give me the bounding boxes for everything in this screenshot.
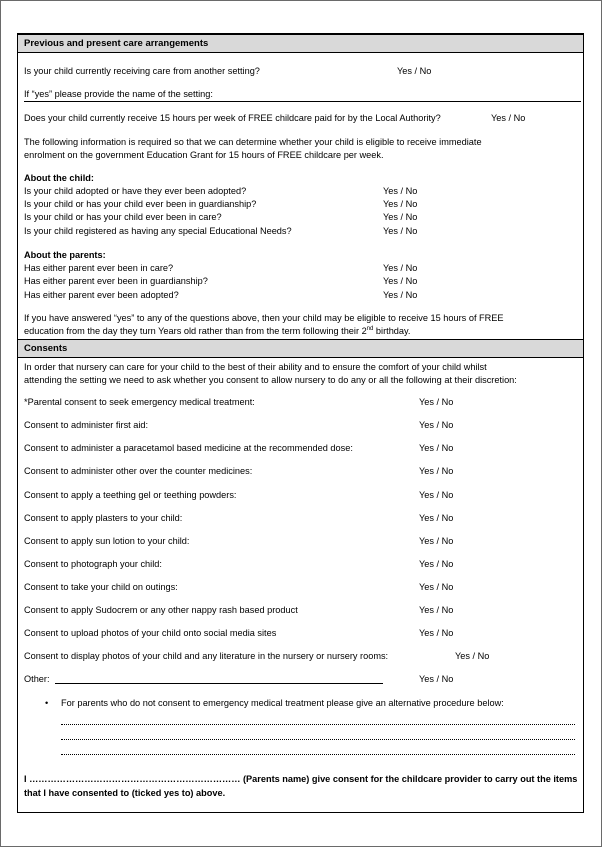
q-other-setting: Is your child currently receiving care from another setting?	[24, 66, 260, 76]
eligibility-note-1: If you have answered “yes” to any of the questions above, then your child may be eligible to receive 15 hours of FREE	[24, 313, 504, 323]
q-other-setting-answer[interactable]: Yes / No	[397, 66, 432, 76]
consent-answer[interactable]: Yes / No	[419, 397, 454, 407]
eligibility-note-2-end: birthday.	[373, 326, 411, 336]
about-child-answer[interactable]: Yes / No	[383, 226, 418, 236]
consent-item: Consent to administer a paracetamol based medicine at the recommended dose:	[24, 443, 353, 453]
consent-answer[interactable]: Yes / No	[419, 513, 454, 523]
eligibility-note-2-text: education from the day they turn Years old rather than from the term following their 2	[24, 326, 367, 336]
previous-care-header	[18, 34, 583, 53]
consent-item: Consent to photograph your child:	[24, 559, 162, 569]
consent-item: Consent to apply Sudocrem or any other nappy rash based product	[24, 605, 298, 615]
other-field[interactable]	[55, 683, 383, 684]
q-free-hours-answer[interactable]: Yes / No	[491, 113, 526, 123]
q-setting-name: If “yes” please provide the name of the setting:	[24, 89, 213, 99]
ordinal-suffix: nd	[366, 325, 374, 332]
alt-procedure-line[interactable]	[61, 754, 575, 755]
consent-answer[interactable]: Yes / No	[419, 628, 454, 638]
about-child-answer[interactable]: Yes / No	[383, 212, 418, 222]
consent-answer[interactable]: Yes / No	[419, 443, 454, 453]
consent-item: Consent to administer first aid:	[24, 420, 149, 430]
consent-answer[interactable]: Yes / No	[419, 420, 454, 430]
about-parents-answer[interactable]: Yes / No	[383, 263, 418, 273]
bullet-icon: •	[45, 698, 49, 708]
previous-care-title: Previous and present care arrangements	[24, 38, 209, 49]
about-child-question: Is your child adopted or have they ever been adopted?	[24, 186, 247, 196]
consent-answer[interactable]: Yes / No	[419, 536, 454, 546]
consent-answer[interactable]: Yes / No	[419, 582, 454, 592]
consent-item: *Parental consent to seek emergency medical treatment:	[24, 397, 255, 407]
about-parents-question: Has either parent ever been adopted?	[24, 290, 179, 300]
consent-answer[interactable]: Yes / No	[419, 559, 454, 569]
other-label: Other:	[24, 674, 50, 684]
consent-display-item: Consent to display photos of your child and any literature in the nursery or nursery rooms:	[24, 651, 389, 661]
consent-item: Consent to administer other over the counter medicines:	[24, 466, 253, 476]
q-free-hours: Does your child currently receive 15 hours per week of FREE childcare paid for by the Local Authority?	[24, 113, 441, 123]
consents-header	[18, 339, 583, 358]
consents-title: Consents	[24, 343, 68, 354]
alt-procedure-label: For parents who do not consent to emergency medical treatment please give an alternative procedure below:	[61, 698, 504, 708]
alt-procedure-line[interactable]	[61, 724, 575, 725]
about-child-question: Is your child or has your child ever been in guardianship?	[24, 199, 257, 209]
about-parents-answer[interactable]: Yes / No	[383, 276, 418, 286]
consent-answer[interactable]: Yes / No	[419, 490, 454, 500]
form-card	[17, 33, 584, 813]
consents-intro-1: In order that nursery can care for your child to the best of their ability and to ensure the comfort of your child whilst	[24, 362, 487, 372]
about-parents-answer[interactable]: Yes / No	[383, 290, 418, 300]
consent-item: Consent to apply plasters to your child:	[24, 513, 183, 523]
eligibility-note-2	[24, 326, 410, 337]
consent-item: Consent to take your child on outings:	[24, 582, 178, 592]
info-line-1: The following information is required so that we can determine whether your child is eligible to receive immediate	[24, 137, 482, 147]
about-child-heading: About the child:	[24, 173, 94, 183]
consents-intro-2: attending the setting we need to ask whether you consent to allow nursery to do any or all the following at their discretion:	[24, 375, 517, 385]
other-answer[interactable]: Yes / No	[419, 674, 454, 684]
consent-item: Consent to apply a teething gel or teething powders:	[24, 490, 237, 500]
declaration-line-2: that I have consented to (ticked yes to) above.	[24, 788, 226, 798]
about-child-question: Is your child or has your child ever been in care?	[24, 212, 222, 222]
about-child-answer[interactable]: Yes / No	[383, 186, 418, 196]
consent-item: Consent to upload photos of your child onto social media sites	[24, 628, 277, 638]
alt-procedure-line[interactable]	[61, 739, 575, 740]
about-parents-question: Has either parent ever been in guardianship?	[24, 276, 208, 286]
about-parents-question: Has either parent ever been in care?	[24, 263, 174, 273]
consent-answer[interactable]: Yes / No	[419, 605, 454, 615]
consent-item: Consent to apply sun lotion to your child:	[24, 536, 190, 546]
setting-name-field[interactable]	[24, 101, 581, 102]
consent-display-answer[interactable]: Yes / No	[455, 651, 490, 661]
about-child-question: Is your child registered as having any special Educational Needs?	[24, 226, 292, 236]
about-child-answer[interactable]: Yes / No	[383, 199, 418, 209]
info-line-2: enrolment on the government Education Grant for 15 hours of FREE childcare per week.	[24, 150, 384, 160]
about-parents-heading: About the parents:	[24, 250, 106, 260]
consent-answer[interactable]: Yes / No	[419, 466, 454, 476]
declaration-line-1: I …………………………………………………………… (Parents name) give consent for the childcare provider to carry out the items	[24, 774, 578, 784]
